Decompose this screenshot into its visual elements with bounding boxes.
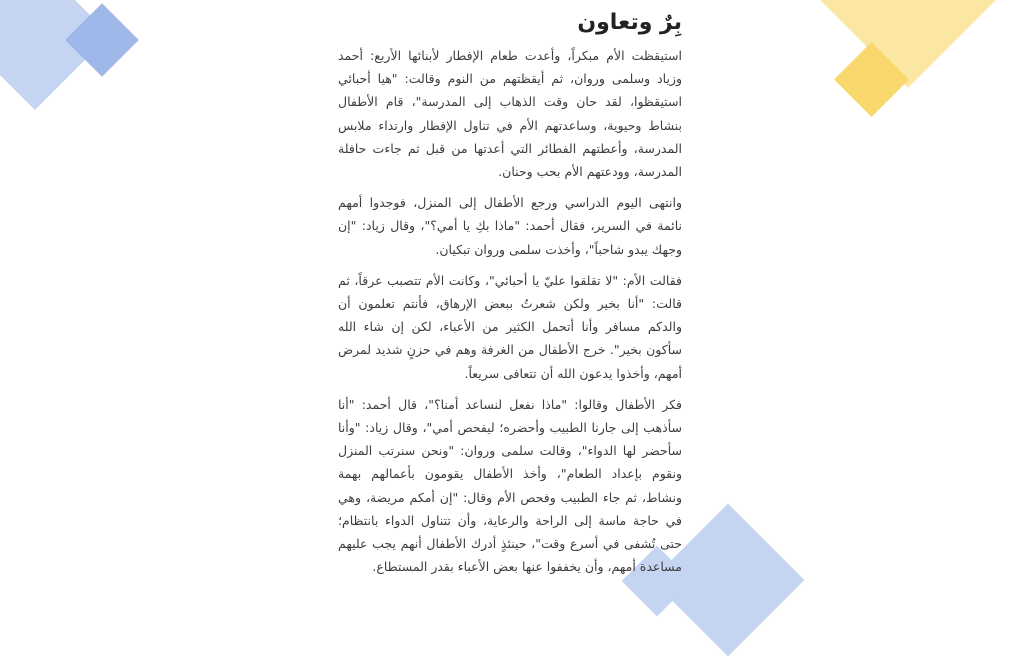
story-title: بِرٌ وتعاون: [577, 10, 682, 35]
story-paragraph-1: استيقظت الأم مبكراً، وأعدت طعام الإفطار لأبنائها الأربع: أحمد وزياد وسلمى وروان، ثم أيقظتهم من النوم وقالت: "هيا أحبائي استيقظوا، لقد حان وقت الذهاب إلى المدرسة"، قام الأطفال بنشاط وحيوية، وساعدتهم الأم في تناول الإفطار وارتداء ملابس المدرسة، وأعطتهم الفطائر التي أعدتها من قبل ثم جاءت حافلة المدرسة، وودعتهم الأم بحب وحنان.: [338, 48, 682, 180]
story-article: [338, 0, 682, 586]
decor-yellow-diamond-large: [806, 0, 1010, 88]
story-paragraph-2: وانتهى اليوم الدراسي ورجع الأطفال إلى المنزل، فوجدوا أمهم نائمة في السرير، فقال أحمد: "ماذا بكِ يا أمي؟"، وقال زياد: "إن وجهك يبدو شاحباً"، وأخذت سلمى وروان تبكيان.: [338, 195, 682, 257]
story-paragraph-4: فكر الأطفال وقالوا: "ماذا نفعل لنساعد أمنا؟"، قال أحمد: "أنا سأذهب إلى جارنا الطبيب وأحضره؛ ليفحص أمي"، وقال زياد: "وأنا سأحضر لها الدواء"، وقالت سلمى وروان: "ونحن سنرتب المنزل ونقوم بإعداد الطعام"، وأخذ الأطفال يقومون بأعمالهم بهمة ونشاط، ثم جاء الطبيب وفحص الأم وقال: "إن أمكم مريضة، وهي في حاجة ماسة إلى الراحة والرعاية، وأن تتناول الدواء بانتظام؛ حتى تُشفى في أسرع وقت"، حينئذٍ أدرك الأطفال أنهم يجب عليهم مساعدة أمهم، وأن يخففوا عنها بعض الأعباء بقدر المستطاع.: [338, 396, 682, 575]
story-paragraph-3: فقالت الأم: "لا تقلقوا عليّ يا أحبائي"، وكانت الأم تتصبب عرقاً، ثم قالت: "أنا بخير ولكن شعرتُ ببعض الإرهاق، فأنتم تعلمون أن والدكم مسافر وأنا أتحمل الكثير من الأعباء، لكن إن شاء الله سأكون بخير". خرج الأطفال من الغرفة وهم في حزنٍ شديد لمرض أمهم، وأخذوا يدعون الله أن تتعافى سريعاً.: [338, 272, 682, 381]
